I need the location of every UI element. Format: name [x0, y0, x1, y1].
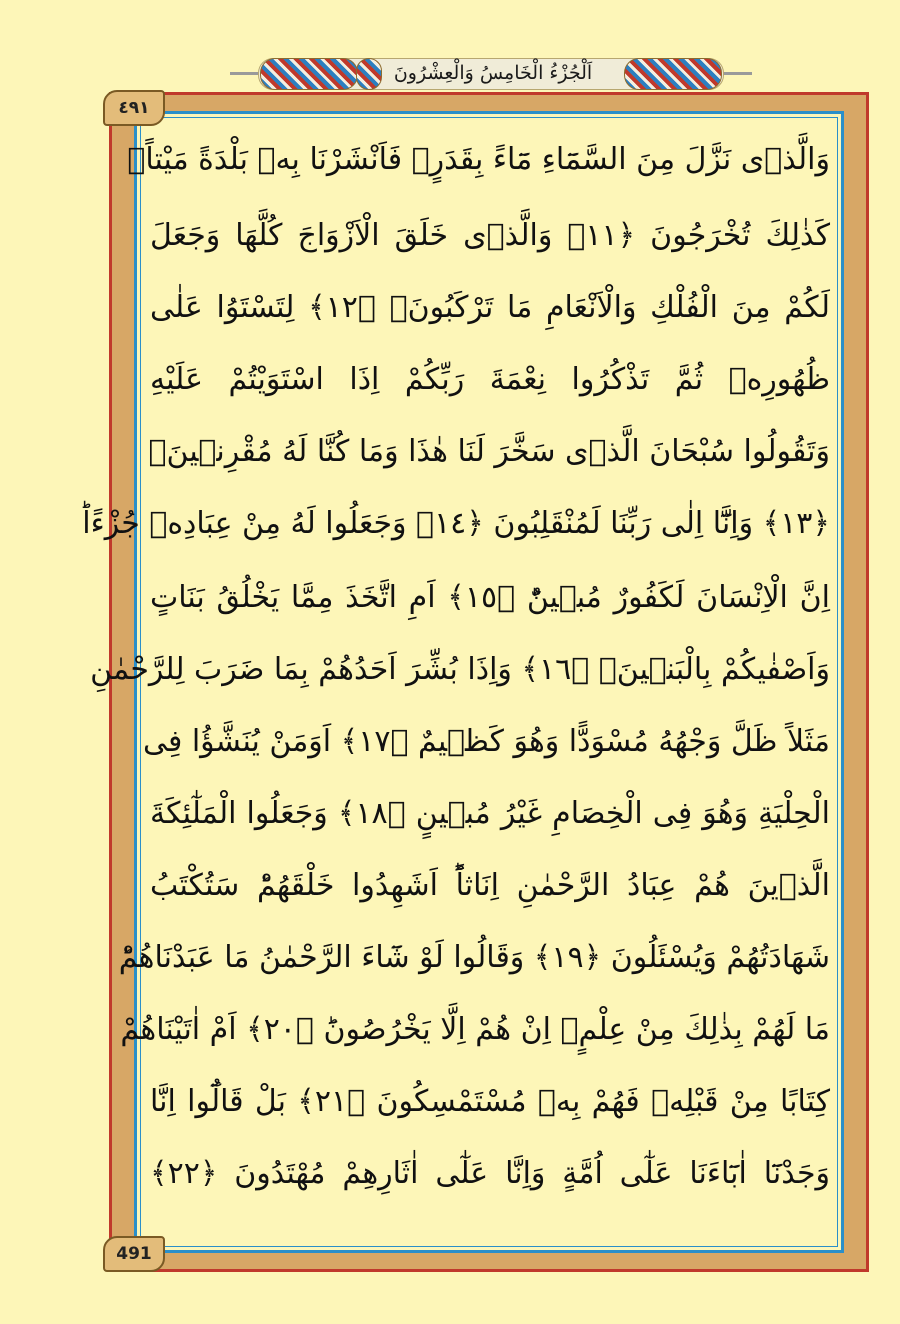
text-line: ظُهُورِهٖ ثُمَّ تَذْكُرُوا نِعْمَةَ رَبِّكُمْ اِذَا اسْتَوَيْتُمْ عَلَيْهِ: [150, 362, 830, 397]
text-line: وَاَصْفٰيكُمْ بِالْبَنٖينَۚ ﴿١٦﴾ وَاِذَا بُشِّرَ اَحَدُهُمْ بِمَا ضَرَبَ لِلرَّحْمٰنِ: [90, 652, 830, 687]
verse-text: [82, 122, 830, 1232]
juz-header: [230, 52, 752, 94]
text-line: كَذٰلِكَ تُخْرَجُونَ ﴿١١﴾ وَالَّذٖى خَلَقَ الْاَزْوَاجَ كُلَّهَا وَجَعَلَ: [150, 218, 830, 253]
text-line: وَتَقُولُوا سُبْحَانَ الَّذٖى سَخَّرَ لَنَا هٰذَا وَمَا كُنَّا لَهُ مُقْرِنٖينَۙ: [148, 434, 830, 469]
header-ornament-left: [260, 58, 358, 90]
text-line: كِتَابًا مِنْ قَبْلِهٖ فَهُمْ بِهٖ مُسْتَمْسِكُونَ ﴿٢١﴾ بَلْ قَالُٓوا اِنَّا: [150, 1084, 830, 1119]
text-line: الَّذٖينَ هُمْ عِبَادُ الرَّحْمٰنِ اِنَاثاًؕ اَشَهِدُوا خَلْقَهُمْؕ سَتُكْتَبُ: [150, 868, 830, 903]
header-ornament-right: [624, 58, 722, 90]
text-line: وَالَّذٖى نَزَّلَ مِنَ السَّمَٓاءِ مَٓاءً بِقَدَرٍۚ فَاَنْشَرْنَا بِهٖ بَلْدَةً مَيْتاًۚ: [127, 142, 830, 177]
text-line: ﴿١٣﴾ وَاِنَّٓا اِلٰى رَبِّنَا لَمُنْقَلِبُونَ ﴿١٤﴾ وَجَعَلُوا لَهُ مِنْ عِبَادِهٖ جُزْءًاؕ: [82, 506, 830, 541]
page-number-bottom: 491: [103, 1236, 165, 1272]
header-ornament-center: [356, 58, 382, 90]
juz-title: اَلْجُزْءُ الْخَامِسُ وَالْعِشْرُونَ: [393, 62, 593, 84]
text-line: شَهَادَتُهُمْ وَيُسْئَلُونَ ﴿١٩﴾ وَقَالُوا لَوْ شَٓاءَ الرَّحْمٰنُ مَا عَبَدْنَاهُمْؕ: [118, 940, 830, 975]
text-line: الْحِلْيَةِ وَهُوَ فِى الْخِصَامِ غَيْرُ مُبٖينٍ ﴿١٨﴾ وَجَعَلُوا الْمَلٰٓئِكَةَ: [150, 796, 830, 831]
text-line: مَثَلاً ظَلَّ وَجْهُهُ مُسْوَدًّا وَهُوَ كَظٖيمٌ ﴿١٧﴾ اَوَمَنْ يُنَشَّؤُا فِى: [142, 724, 830, 759]
text-line: لَكُمْ مِنَ الْفُلْكِ وَالْاَنْعَامِ مَا تَرْكَبُونَۙ ﴿١٢﴾ لِتَسْتَوُا عَلٰى: [150, 290, 830, 325]
text-line: مَا لَهُمْ بِذٰلِكَ مِنْ عِلْمٍۗ اِنْ هُمْ اِلَّا يَخْرُصُونَؕ ﴿٢٠﴾ اَمْ اٰتَيْنَاهُمْ: [120, 1012, 830, 1047]
text-line: اِنَّ الْاِنْسَانَ لَكَفُورٌ مُبٖينٌؕ ﴿١٥﴾ اَمِ اتَّخَذَ مِمَّا يَخْلُقُ بَنَاتٍ: [150, 580, 830, 615]
text-line: وَجَدْنَٓا اٰبَٓاءَنَا عَلٰٓى اُمَّةٍ وَاِنَّا عَلٰٓى اٰثَارِهِمْ مُهْتَدُونَ ﴿٢٢﴾: [150, 1156, 830, 1191]
page-number-top: ٤٩١: [103, 90, 165, 126]
